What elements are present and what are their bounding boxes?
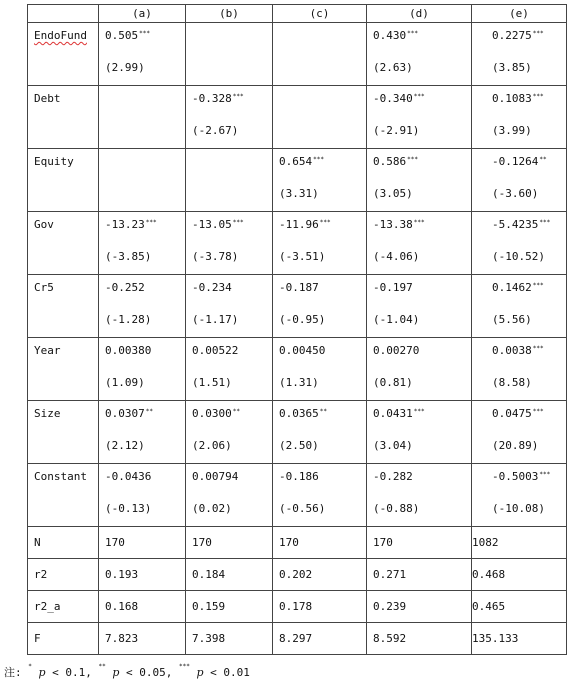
- cell-a: [99, 86, 186, 149]
- t-statistic: (-3.60): [492, 187, 539, 200]
- row-label: [28, 338, 99, 401]
- stat-cell-c: 8.297: [273, 623, 367, 655]
- cell-a: [99, 464, 186, 527]
- cell-c: [273, 212, 367, 275]
- footnote-item-1: * p < 0.1,: [28, 663, 92, 679]
- footnote-prefix: 注:: [4, 666, 22, 679]
- coefficient: -0.252: [105, 281, 145, 294]
- coefficient: -5.4235***: [492, 218, 551, 231]
- t-statistic: (-10.52): [492, 250, 545, 263]
- t-statistic: (-1.17): [192, 313, 239, 326]
- col-header-a: (a): [99, 5, 186, 23]
- cell-c: [273, 149, 367, 212]
- coefficient: 0.00794: [192, 470, 239, 483]
- header-row: [28, 5, 567, 23]
- stat-label: F: [28, 623, 99, 655]
- col-header-c: (c): [273, 5, 367, 23]
- row-label-text: Constant: [34, 470, 87, 483]
- cell-d: [367, 23, 472, 86]
- significance-stars: ***: [313, 156, 324, 163]
- coefficient: 0.2275***: [492, 29, 544, 42]
- stat-row: [28, 559, 567, 591]
- col-header-d: (d): [367, 5, 472, 23]
- coefficient: [279, 29, 366, 43]
- significance-stars: ***: [139, 30, 150, 37]
- cell-c: [273, 275, 367, 338]
- regression-table: [27, 4, 567, 655]
- significance-stars: ***: [413, 93, 425, 100]
- stat-cell-c: 170: [273, 527, 367, 559]
- significance-stars: **: [232, 408, 240, 415]
- coefficient: 0.0307**: [105, 407, 153, 420]
- stat-cell-b: 0.159: [186, 591, 273, 623]
- t-statistic: (3.99): [492, 124, 532, 137]
- stat-row: [28, 623, 567, 655]
- significance-stars: ***: [413, 219, 425, 226]
- stat-cell-a: 0.168: [99, 591, 186, 623]
- coefficient: -13.23***: [105, 218, 157, 231]
- significance-stars: ***: [319, 219, 331, 226]
- row-label-text: EndoFund: [34, 29, 87, 42]
- row-label: [28, 23, 99, 86]
- coefficient: -0.197: [373, 281, 413, 294]
- coefficient: 0.00270: [373, 344, 420, 357]
- t-statistic: (20.89): [492, 439, 539, 452]
- cell-e: [472, 149, 567, 212]
- significance-stars: **: [539, 156, 547, 163]
- coefficient: -0.187: [279, 281, 319, 294]
- stat-cell-e: 0.468: [472, 559, 567, 591]
- stat-cell-b: 0.184: [186, 559, 273, 591]
- cell-c: [273, 86, 367, 149]
- significance-stars: ***: [407, 30, 418, 37]
- cell-b: [186, 401, 273, 464]
- cell-e: [472, 401, 567, 464]
- coefficient: 0.00522: [192, 344, 239, 357]
- stat-cell-a: 0.193: [99, 559, 186, 591]
- t-statistic: (-0.56): [279, 502, 326, 515]
- stat-cell-e: 1082: [472, 527, 567, 559]
- table-row: [28, 23, 567, 86]
- t-statistic: (-0.95): [279, 313, 326, 326]
- cell-e: [472, 212, 567, 275]
- stat-cell-a: 7.823: [99, 623, 186, 655]
- t-statistic: (2.12): [105, 439, 145, 452]
- coefficient: [279, 92, 366, 106]
- stat-label: N: [28, 527, 99, 559]
- significance-stars: ***: [532, 93, 544, 100]
- significance-stars: ***: [232, 219, 244, 226]
- t-statistic: (1.09): [105, 376, 145, 389]
- col-header-e: (e): [472, 5, 567, 23]
- coefficient: -13.05***: [192, 218, 244, 231]
- t-statistic: (-1.04): [373, 313, 420, 326]
- coefficient: [105, 92, 185, 106]
- coefficient: 0.0038***: [492, 344, 544, 357]
- significance-stars: ***: [539, 471, 551, 478]
- stat-cell-d: 170: [367, 527, 472, 559]
- table-row: [28, 338, 567, 401]
- stat-cell-d: 0.239: [367, 591, 472, 623]
- significance-stars: ***: [532, 345, 544, 352]
- coefficient: -13.38***: [373, 218, 425, 231]
- coefficient: -0.1264**: [492, 155, 547, 168]
- row-label: [28, 149, 99, 212]
- cell-c: [273, 464, 367, 527]
- t-statistic: (3.85): [492, 61, 532, 74]
- cell-d: [367, 464, 472, 527]
- cell-d: [367, 338, 472, 401]
- t-statistic: (3.05): [373, 187, 413, 200]
- cell-e: [472, 338, 567, 401]
- coefficient: 0.0300**: [192, 407, 240, 420]
- stat-cell-d: 0.271: [367, 559, 472, 591]
- coefficient: 0.586***: [373, 155, 418, 168]
- t-statistic: (-3.78): [192, 250, 239, 263]
- significance-stars: ***: [539, 219, 551, 226]
- cell-a: [99, 401, 186, 464]
- cell-b: [186, 275, 273, 338]
- coefficient: 0.0431***: [373, 407, 425, 420]
- significance-stars: ***: [232, 93, 244, 100]
- coefficient: [192, 29, 272, 43]
- row-label-text: Equity: [34, 155, 74, 168]
- cell-c: [273, 338, 367, 401]
- row-label: [28, 275, 99, 338]
- t-statistic: (5.56): [492, 313, 532, 326]
- row-label-text: Debt: [34, 92, 61, 105]
- stat-cell-c: 0.178: [273, 591, 367, 623]
- footnote-item-2: ** p < 0.05,: [98, 663, 173, 679]
- cell-a: [99, 338, 186, 401]
- stat-cell-a: 170: [99, 527, 186, 559]
- row-label-text: Cr5: [34, 281, 54, 294]
- stat-cell-e: 0.465: [472, 591, 567, 623]
- cell-e: [472, 275, 567, 338]
- footnote-item-3: *** p < 0.01: [179, 663, 250, 679]
- row-label: [28, 86, 99, 149]
- cell-d: [367, 401, 472, 464]
- significance-stars: ***: [532, 282, 544, 289]
- coefficient: -11.96***: [279, 218, 331, 231]
- significance-stars: ***: [407, 156, 418, 163]
- coefficient: [105, 155, 185, 169]
- t-statistic: (-2.67): [192, 124, 239, 137]
- row-label-text: Year: [34, 344, 61, 357]
- stat-row: [28, 527, 567, 559]
- cell-b: [186, 338, 273, 401]
- row-label-text: Gov: [34, 218, 54, 231]
- stat-cell-c: 0.202: [273, 559, 367, 591]
- coefficient: -0.0436: [105, 470, 152, 483]
- t-statistic: (-10.08): [492, 502, 545, 515]
- coefficient: 0.1462***: [492, 281, 544, 294]
- t-statistic: (-0.13): [105, 502, 152, 515]
- table-row: [28, 464, 567, 527]
- coefficient: 0.00380: [105, 344, 152, 357]
- cell-a: [99, 212, 186, 275]
- cell-b: [186, 149, 273, 212]
- t-statistic: (3.04): [373, 439, 413, 452]
- col-header-b: (b): [186, 5, 273, 23]
- cell-a: [99, 149, 186, 212]
- table-row: [28, 86, 567, 149]
- t-statistic: (2.06): [192, 439, 232, 452]
- coefficient: -0.340***: [373, 92, 425, 105]
- row-label: [28, 212, 99, 275]
- t-statistic: (-3.85): [105, 250, 152, 263]
- t-statistic: (2.99): [105, 61, 145, 74]
- coefficient: 0.430***: [373, 29, 418, 42]
- coefficient: 0.0365**: [279, 407, 327, 420]
- significance-footnote: [4, 664, 250, 680]
- coefficient: -0.282: [373, 470, 413, 483]
- cell-d: [367, 149, 472, 212]
- t-statistic: (2.50): [279, 439, 319, 452]
- cell-b: [186, 464, 273, 527]
- stat-row: [28, 591, 567, 623]
- stat-cell-d: 8.592: [367, 623, 472, 655]
- cell-e: [472, 464, 567, 527]
- significance-stars: ***: [413, 408, 425, 415]
- coefficient: -0.328***: [192, 92, 244, 105]
- table-row: [28, 275, 567, 338]
- t-statistic: (-2.91): [373, 124, 420, 137]
- cell-a: [99, 23, 186, 86]
- cell-c: [273, 401, 367, 464]
- coefficient: 0.1083***: [492, 92, 544, 105]
- cell-a: [99, 275, 186, 338]
- significance-stars: **: [319, 408, 327, 415]
- t-statistic: (1.31): [279, 376, 319, 389]
- stat-cell-b: 7.398: [186, 623, 273, 655]
- t-statistic: (-1.28): [105, 313, 152, 326]
- table-row: [28, 149, 567, 212]
- cell-b: [186, 212, 273, 275]
- table-row: [28, 401, 567, 464]
- header-corner: [28, 5, 99, 23]
- table-row: [28, 212, 567, 275]
- t-statistic: (1.51): [192, 376, 232, 389]
- row-label: [28, 401, 99, 464]
- stat-cell-b: 170: [186, 527, 273, 559]
- cell-d: [367, 86, 472, 149]
- row-label: [28, 464, 99, 527]
- significance-stars: **: [145, 408, 153, 415]
- cell-e: [472, 23, 567, 86]
- row-label-text: Size: [34, 407, 61, 420]
- stat-label: r2: [28, 559, 99, 591]
- coefficient: -0.186: [279, 470, 319, 483]
- coefficient: -0.5003***: [492, 470, 551, 483]
- t-statistic: (8.58): [492, 376, 532, 389]
- cell-b: [186, 86, 273, 149]
- cell-d: [367, 275, 472, 338]
- t-statistic: (0.81): [373, 376, 413, 389]
- stat-label: r2_a: [28, 591, 99, 623]
- t-statistic: (0.02): [192, 502, 232, 515]
- t-statistic: (2.63): [373, 61, 413, 74]
- coefficient: -0.234: [192, 281, 232, 294]
- coefficient: 0.654***: [279, 155, 324, 168]
- t-statistic: (3.31): [279, 187, 319, 200]
- t-statistic: (-0.88): [373, 502, 420, 515]
- coefficient: [192, 155, 272, 169]
- coefficient: 0.0475***: [492, 407, 544, 420]
- stat-cell-e: 135.133: [472, 623, 567, 655]
- cell-e: [472, 86, 567, 149]
- significance-stars: ***: [532, 30, 544, 37]
- significance-stars: ***: [145, 219, 157, 226]
- significance-stars: ***: [532, 408, 544, 415]
- cell-c: [273, 23, 367, 86]
- t-statistic: (-4.06): [373, 250, 420, 263]
- coefficient: 0.505***: [105, 29, 150, 42]
- cell-d: [367, 212, 472, 275]
- t-statistic: (-3.51): [279, 250, 326, 263]
- cell-b: [186, 23, 273, 86]
- coefficient: 0.00450: [279, 344, 326, 357]
